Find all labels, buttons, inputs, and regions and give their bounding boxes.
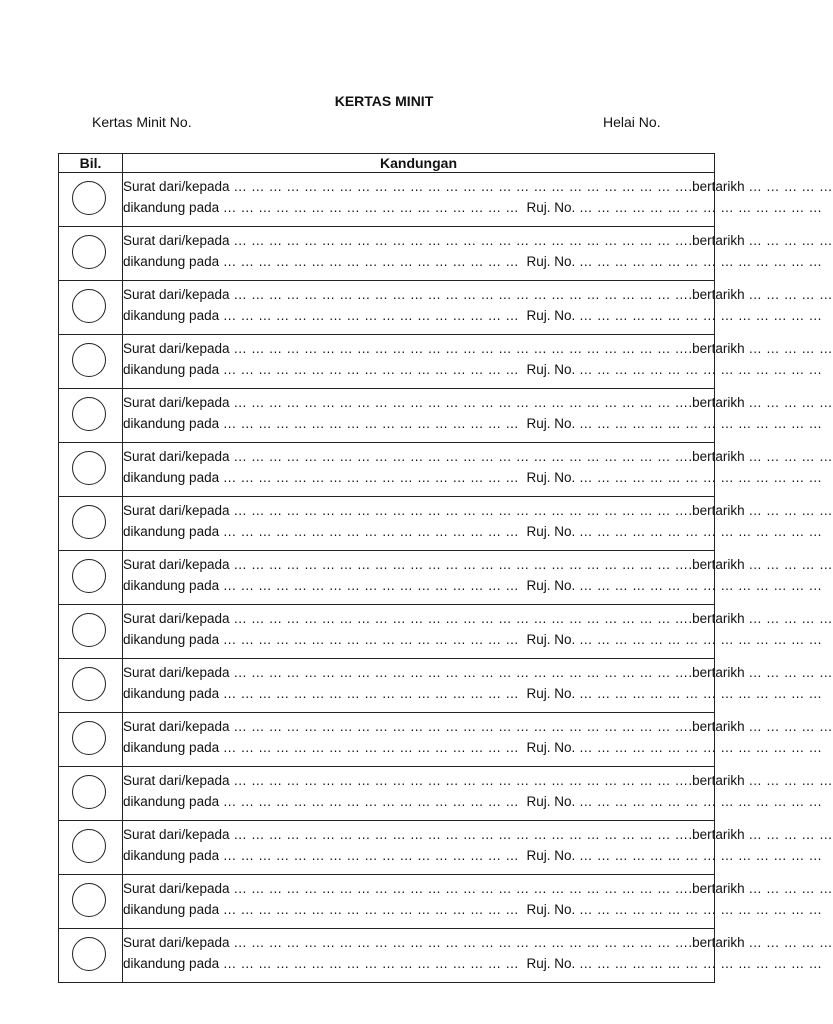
ruj-label: Ruj. No.	[526, 740, 576, 755]
surat-line	[123, 878, 833, 899]
bil-header: Bil.	[59, 154, 123, 173]
dikandung-dots: … … … … … … … … … … … … … … … … …	[222, 686, 519, 701]
surat-line	[123, 500, 833, 521]
bertarikh-dots: … … … … …	[748, 773, 833, 788]
bertarikh-dots: … … … … …	[748, 287, 833, 302]
bil-cell	[59, 713, 123, 767]
ruj-dots: … … … … … … … … … … … … … …	[579, 578, 823, 593]
dikandung-dots: … … … … … … … … … … … … … … … … …	[222, 740, 519, 755]
bil-cell	[59, 281, 123, 335]
bertarikh-label: .bertarikh	[688, 611, 745, 626]
surat-label: Surat dari/kepada	[123, 827, 230, 842]
surat-line	[123, 392, 833, 413]
bil-cell	[59, 227, 123, 281]
bertarikh-label: .bertarikh	[688, 665, 745, 680]
kandungan-cell	[123, 875, 833, 929]
bertarikh-dots: … … … … …	[748, 341, 833, 356]
bertarikh-label: .bertarikh	[688, 935, 745, 950]
bil-cell	[59, 605, 123, 659]
bertarikh-label: .bertarikh	[688, 395, 745, 410]
bertarikh-dots: … … … … …	[748, 881, 833, 896]
bertarikh-dots: … … … … …	[748, 827, 833, 842]
table-row	[59, 713, 715, 767]
dikandung-dots: … … … … … … … … … … … … … … … … …	[222, 848, 519, 863]
dikandung-line	[123, 737, 823, 758]
bertarikh-label: .bertarikh	[688, 503, 745, 518]
surat-line	[123, 446, 833, 467]
table-row	[59, 389, 715, 443]
dikandung-line	[123, 467, 823, 488]
surat-dots: … … … … … … … … … … … … … … … … … … … … … … … … … …	[233, 611, 689, 626]
kandungan-cell	[123, 929, 833, 983]
bertarikh-label: .bertarikh	[688, 827, 745, 842]
surat-dots: … … … … … … … … … … … … … … … … … … … … … … … … … …	[233, 233, 689, 248]
table-row	[59, 551, 715, 605]
surat-label: Surat dari/kepada	[123, 719, 230, 734]
kandungan-cell	[123, 497, 833, 551]
bertarikh-dots: … … … … …	[748, 611, 833, 626]
bertarikh-dots: … … … … …	[748, 719, 833, 734]
surat-dots: … … … … … … … … … … … … … … … … … … … … … … … … … …	[233, 719, 689, 734]
dikandung-line	[123, 521, 823, 542]
ruj-label: Ruj. No.	[526, 848, 576, 863]
surat-label: Surat dari/kepada	[123, 665, 230, 680]
dikandung-line	[123, 953, 823, 974]
dikandung-line	[123, 845, 823, 866]
ruj-dots: … … … … … … … … … … … … … …	[579, 524, 823, 539]
dikandung-label: dikandung pada	[123, 254, 220, 269]
kandungan-cell	[123, 443, 833, 497]
circle-marker[interactable]	[72, 883, 106, 917]
surat-label: Surat dari/kepada	[123, 287, 230, 302]
surat-line	[123, 554, 833, 575]
surat-line	[123, 338, 833, 359]
dikandung-label: dikandung pada	[123, 416, 220, 431]
table-row	[59, 875, 715, 929]
dikandung-label: dikandung pada	[123, 470, 220, 485]
surat-line	[123, 932, 833, 953]
dikandung-dots: … … … … … … … … … … … … … … … … …	[222, 632, 519, 647]
surat-label: Surat dari/kepada	[123, 773, 230, 788]
dikandung-line	[123, 413, 823, 434]
kandungan-cell	[123, 821, 833, 875]
circle-marker[interactable]	[72, 235, 106, 269]
surat-dots: … … … … … … … … … … … … … … … … … … … … … … … … … …	[233, 395, 689, 410]
dikandung-dots: … … … … … … … … … … … … … … … … …	[222, 254, 519, 269]
circle-marker[interactable]	[72, 829, 106, 863]
bil-cell	[59, 443, 123, 497]
table-row	[59, 281, 715, 335]
circle-marker[interactable]	[72, 181, 106, 215]
dikandung-dots: … … … … … … … … … … … … … … … … …	[222, 956, 519, 971]
circle-marker[interactable]	[72, 613, 106, 647]
surat-label: Surat dari/kepada	[123, 341, 230, 356]
surat-line	[123, 608, 833, 629]
kandungan-header: Kandungan	[123, 154, 715, 173]
ruj-label: Ruj. No.	[526, 794, 576, 809]
ruj-dots: … … … … … … … … … … … … … …	[579, 362, 823, 377]
ruj-label: Ruj. No.	[526, 470, 576, 485]
bil-cell	[59, 389, 123, 443]
surat-dots: … … … … … … … … … … … … … … … … … … … … … … … … … …	[233, 557, 689, 572]
bertarikh-label: .bertarikh	[688, 341, 745, 356]
circle-marker[interactable]	[72, 559, 106, 593]
surat-label: Surat dari/kepada	[123, 179, 230, 194]
bertarikh-dots: … … … … …	[748, 935, 833, 950]
dikandung-line	[123, 251, 823, 272]
kandungan-cell	[123, 713, 833, 767]
dikandung-line	[123, 629, 823, 650]
surat-label: Surat dari/kepada	[123, 935, 230, 950]
dikandung-line	[123, 575, 823, 596]
ruj-dots: … … … … … … … … … … … … … …	[579, 200, 823, 215]
dikandung-dots: … … … … … … … … … … … … … … … … …	[222, 308, 519, 323]
dikandung-label: dikandung pada	[123, 902, 220, 917]
table-row	[59, 767, 715, 821]
circle-marker[interactable]	[72, 667, 106, 701]
surat-dots: … … … … … … … … … … … … … … … … … … … … … … … … … …	[233, 935, 689, 950]
surat-dots: … … … … … … … … … … … … … … … … … … … … … … … … … …	[233, 773, 689, 788]
surat-line	[123, 716, 833, 737]
dikandung-dots: … … … … … … … … … … … … … … … … …	[222, 524, 519, 539]
circle-marker[interactable]	[72, 451, 106, 485]
surat-line	[123, 230, 833, 251]
dikandung-dots: … … … … … … … … … … … … … … … … …	[222, 200, 519, 215]
surat-dots: … … … … … … … … … … … … … … … … … … … … … … … … … …	[233, 287, 689, 302]
kandungan-cell	[123, 227, 833, 281]
ruj-label: Ruj. No.	[526, 308, 576, 323]
ruj-dots: … … … … … … … … … … … … … …	[579, 254, 823, 269]
surat-dots: … … … … … … … … … … … … … … … … … … … … … … … … … …	[233, 341, 689, 356]
dikandung-line	[123, 359, 823, 380]
table-row	[59, 173, 715, 227]
bertarikh-dots: … … … … …	[748, 233, 833, 248]
surat-dots: … … … … … … … … … … … … … … … … … … … … … … … … … …	[233, 665, 689, 680]
kandungan-cell	[123, 173, 833, 227]
dikandung-line	[123, 683, 823, 704]
kertas-minit-no-label: Kertas Minit No.	[92, 114, 192, 130]
dikandung-label: dikandung pada	[123, 740, 220, 755]
ruj-dots: … … … … … … … … … … … … … …	[579, 308, 823, 323]
kandungan-cell	[123, 767, 833, 821]
dikandung-line	[123, 899, 823, 920]
dikandung-label: dikandung pada	[123, 848, 220, 863]
bil-cell	[59, 875, 123, 929]
dikandung-label: dikandung pada	[123, 686, 220, 701]
bil-cell	[59, 659, 123, 713]
table-row	[59, 821, 715, 875]
surat-label: Surat dari/kepada	[123, 395, 230, 410]
circle-marker[interactable]	[72, 289, 106, 323]
dikandung-dots: … … … … … … … … … … … … … … … … …	[222, 470, 519, 485]
dikandung-dots: … … … … … … … … … … … … … … … … …	[222, 416, 519, 431]
dikandung-label: dikandung pada	[123, 956, 220, 971]
surat-dots: … … … … … … … … … … … … … … … … … … … … … … … … … …	[233, 827, 689, 842]
bil-cell	[59, 821, 123, 875]
bil-cell	[59, 551, 123, 605]
surat-label: Surat dari/kepada	[123, 881, 230, 896]
ruj-label: Ruj. No.	[526, 416, 576, 431]
ruj-dots: … … … … … … … … … … … … … …	[579, 686, 823, 701]
table-row	[59, 443, 715, 497]
surat-label: Surat dari/kepada	[123, 611, 230, 626]
circle-marker[interactable]	[72, 397, 106, 431]
ruj-label: Ruj. No.	[526, 524, 576, 539]
ruj-label: Ruj. No.	[526, 956, 576, 971]
ruj-dots: … … … … … … … … … … … … … …	[579, 848, 823, 863]
kandungan-cell	[123, 659, 833, 713]
dikandung-label: dikandung pada	[123, 794, 220, 809]
ruj-label: Ruj. No.	[526, 362, 576, 377]
kandungan-cell	[123, 551, 833, 605]
bertarikh-label: .bertarikh	[688, 557, 745, 572]
minute-table	[58, 153, 833, 983]
ruj-dots: … … … … … … … … … … … … … …	[579, 902, 823, 917]
dikandung-label: dikandung pada	[123, 308, 220, 323]
bil-cell	[59, 767, 123, 821]
bertarikh-label: .bertarikh	[688, 881, 745, 896]
dikandung-dots: … … … … … … … … … … … … … … … … …	[222, 794, 519, 809]
surat-dots: … … … … … … … … … … … … … … … … … … … … … … … … … …	[233, 179, 689, 194]
bil-cell	[59, 497, 123, 551]
bertarikh-dots: … … … … …	[748, 179, 833, 194]
bertarikh-dots: … … … … …	[748, 395, 833, 410]
table-row	[59, 929, 715, 983]
bertarikh-label: .bertarikh	[688, 449, 745, 464]
ruj-label: Ruj. No.	[526, 200, 576, 215]
bertarikh-dots: … … … … …	[748, 665, 833, 680]
bertarikh-label: .bertarikh	[688, 773, 745, 788]
surat-line	[123, 284, 833, 305]
circle-marker[interactable]	[72, 343, 106, 377]
dikandung-line	[123, 791, 823, 812]
kandungan-cell	[123, 281, 833, 335]
bil-cell	[59, 335, 123, 389]
ruj-label: Ruj. No.	[526, 902, 576, 917]
surat-line	[123, 662, 833, 683]
page-title: KERTAS MINIT	[334, 93, 434, 109]
dikandung-line	[123, 305, 823, 326]
surat-label: Surat dari/kepada	[123, 449, 230, 464]
surat-line	[123, 824, 833, 845]
table-body	[59, 173, 833, 983]
ruj-dots: … … … … … … … … … … … … … …	[579, 956, 823, 971]
dikandung-dots: … … … … … … … … … … … … … … … … …	[222, 362, 519, 377]
ruj-dots: … … … … … … … … … … … … … …	[579, 740, 823, 755]
circle-marker[interactable]	[72, 505, 106, 539]
circle-marker[interactable]	[72, 775, 106, 809]
dikandung-label: dikandung pada	[123, 632, 220, 647]
bertarikh-dots: … … … … …	[748, 503, 833, 518]
dikandung-dots: … … … … … … … … … … … … … … … … …	[222, 902, 519, 917]
ruj-dots: … … … … … … … … … … … … … …	[579, 632, 823, 647]
bertarikh-label: .bertarikh	[688, 179, 745, 194]
bertarikh-dots: … … … … …	[748, 449, 833, 464]
surat-label: Surat dari/kepada	[123, 233, 230, 248]
surat-label: Surat dari/kepada	[123, 503, 230, 518]
surat-line	[123, 176, 833, 197]
dikandung-line	[123, 197, 823, 218]
surat-dots: … … … … … … … … … … … … … … … … … … … … … … … … … …	[233, 503, 689, 518]
ruj-label: Ruj. No.	[526, 686, 576, 701]
table-row	[59, 227, 715, 281]
bertarikh-dots: … … … … …	[748, 557, 833, 572]
bertarikh-label: .bertarikh	[688, 287, 745, 302]
ruj-dots: … … … … … … … … … … … … … …	[579, 470, 823, 485]
ruj-label: Ruj. No.	[526, 254, 576, 269]
bil-cell	[59, 929, 123, 983]
bil-cell	[59, 173, 123, 227]
kandungan-cell	[123, 335, 833, 389]
dikandung-dots: … … … … … … … … … … … … … … … … …	[222, 578, 519, 593]
kandungan-cell	[123, 605, 833, 659]
surat-line	[123, 770, 833, 791]
table-row	[59, 605, 715, 659]
table-header-row	[59, 154, 715, 173]
circle-marker[interactable]	[72, 937, 106, 971]
bertarikh-label: .bertarikh	[688, 233, 745, 248]
helai-no-label: Helai No.	[603, 114, 661, 130]
surat-dots: … … … … … … … … … … … … … … … … … … … … … … … … … …	[233, 449, 689, 464]
circle-marker[interactable]	[72, 721, 106, 755]
kandungan-cell	[123, 389, 833, 443]
dikandung-label: dikandung pada	[123, 200, 220, 215]
surat-label: Surat dari/kepada	[123, 557, 230, 572]
table-row	[59, 335, 715, 389]
ruj-dots: … … … … … … … … … … … … … …	[579, 794, 823, 809]
dikandung-label: dikandung pada	[123, 362, 220, 377]
ruj-dots: … … … … … … … … … … … … … …	[579, 416, 823, 431]
surat-dots: … … … … … … … … … … … … … … … … … … … … … … … … … …	[233, 881, 689, 896]
table-row	[59, 497, 715, 551]
dikandung-label: dikandung pada	[123, 524, 220, 539]
ruj-label: Ruj. No.	[526, 578, 576, 593]
dikandung-label: dikandung pada	[123, 578, 220, 593]
table-row	[59, 659, 715, 713]
ruj-label: Ruj. No.	[526, 632, 576, 647]
bertarikh-label: .bertarikh	[688, 719, 745, 734]
